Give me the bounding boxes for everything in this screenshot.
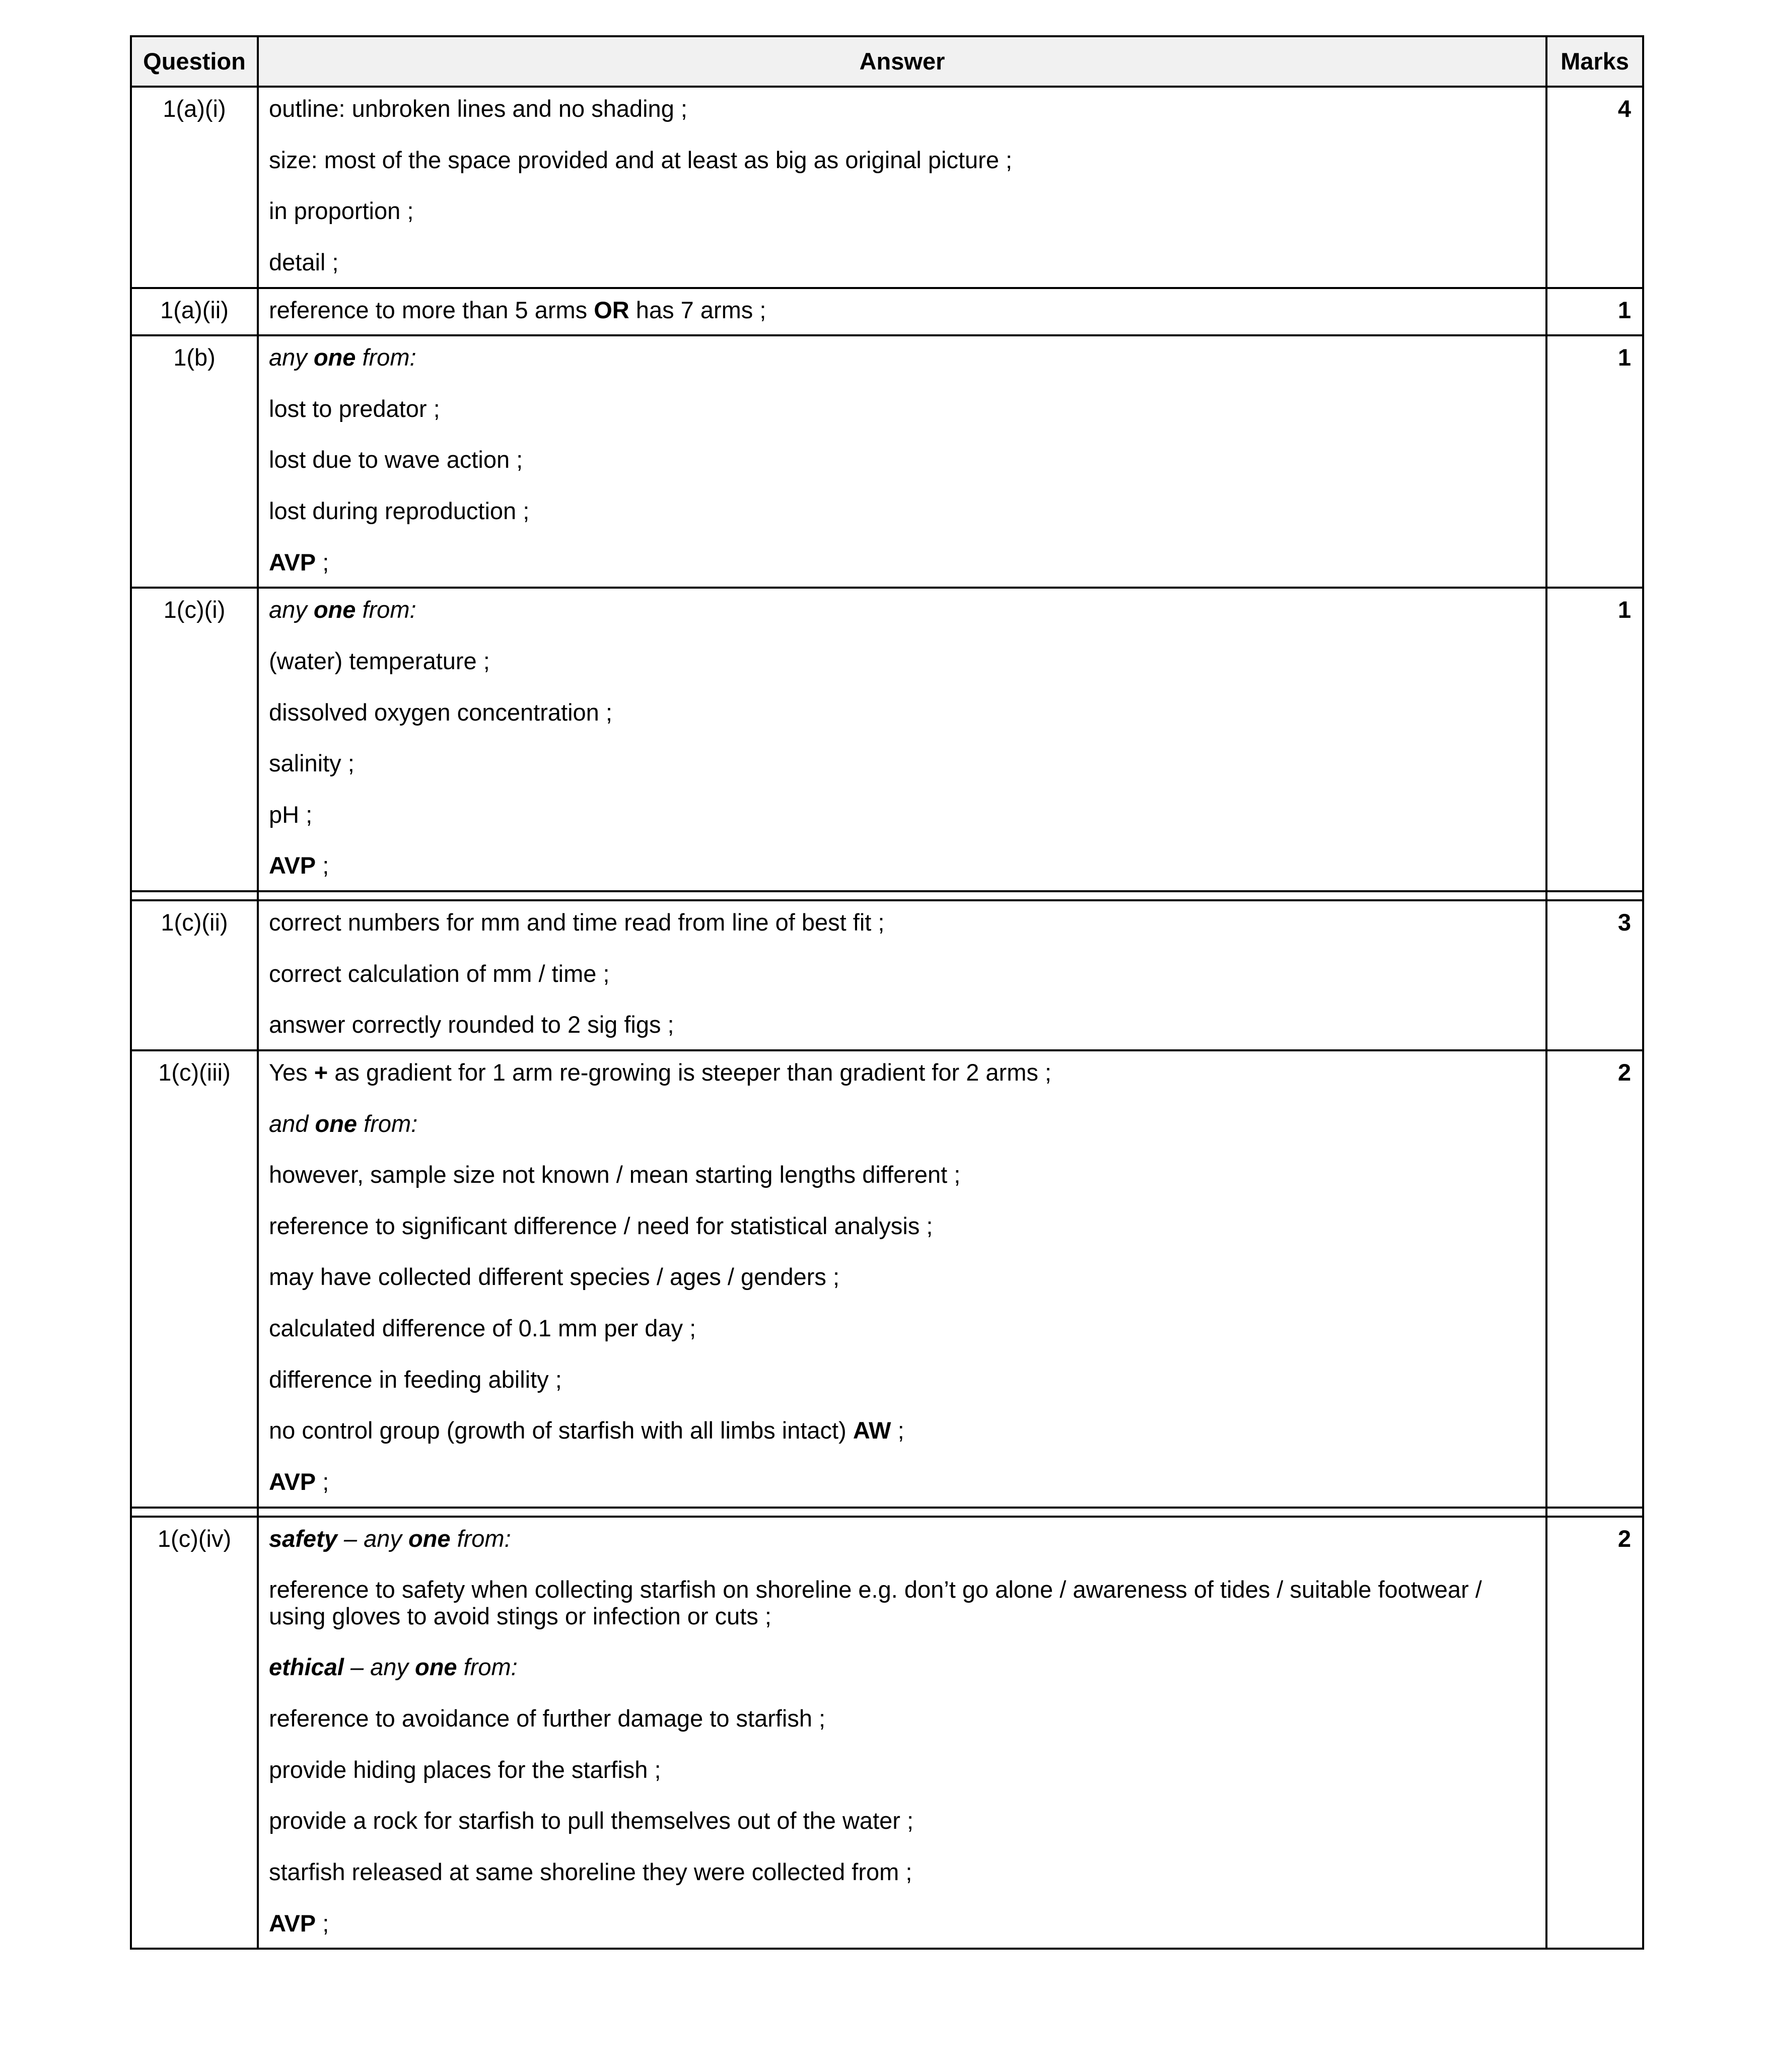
answer-cell [258,335,1546,588]
question-number: 1(a)(ii) [131,288,258,336]
table-row [131,588,1643,891]
table-row [131,1517,1643,1949]
answer-instruction: safety – any one from: [269,1525,511,1552]
answer-line: detail ; [269,248,339,275]
answer-line: AVP ; [269,548,329,576]
answer-line: starfish released at same shoreline they were collected from ; [269,1858,912,1885]
answer-line: (water) temperature ; [269,647,490,674]
answer-line: correct calculation of mm / time ; [269,960,610,987]
answer-cell [258,588,1546,891]
marks-value: 3 [1546,900,1643,1050]
marks-value: 1 [1546,288,1643,336]
answer-line: lost to predator ; [269,395,440,422]
question-number: 1(c)(iii) [131,1050,258,1508]
answer-line: AVP ; [269,1468,329,1495]
question-number: 1(c)(i) [131,588,258,891]
table-header-row [131,36,1643,87]
question-number: 1(c)(ii) [131,900,258,1050]
answer-line: size: most of the space provided and at least as big as original picture ; [269,146,1013,173]
answer-line: lost due to wave action ; [269,446,523,473]
mark-scheme-table [130,35,1644,1950]
answer-instruction: ethical – any one from: [269,1654,518,1681]
answer-line: however, sample size not known / mean starting lengths different ; [269,1161,961,1188]
answer-cell [258,288,1546,336]
answer-line: Yes + as gradient for 1 arm re-growing is steeper than gradient for 2 arms ; [269,1058,1051,1086]
answer-line: in proportion ; [269,197,414,225]
answer-line: dissolved oxygen concentration ; [269,698,612,726]
keyword-or: OR [594,296,629,323]
answer-cell [258,900,1546,1050]
answer-line: provide a rock for starfish to pull themselves out of the water ; [269,1807,914,1834]
header-question: Question [131,36,258,87]
answer-line: lost during reproduction ; [269,497,530,524]
question-number: 1(a)(i) [131,87,258,288]
answer-line: may have collected different species / ages / genders ; [269,1263,840,1291]
header-answer: Answer [258,36,1546,87]
marks-value: 2 [1546,1517,1643,1949]
answer-line: reference to significant difference / need for statistical analysis ; [269,1212,933,1239]
answer-line: answer correctly rounded to 2 sig figs ; [269,1011,674,1038]
marks-value: 2 [1546,1050,1643,1508]
page-break-gap [131,891,1643,900]
question-number: 1(c)(iv) [131,1517,258,1949]
answer-cell [258,1050,1546,1508]
answer-line: calculated difference of 0.1 mm per day ; [269,1315,696,1341]
table-row [131,335,1643,588]
table-row [131,288,1643,336]
answer-line: reference to avoidance of further damage to starfish ; [269,1705,826,1732]
table-row [131,87,1643,288]
answer-line: outline: unbroken lines and no shading ; [269,95,687,122]
answer-line: correct numbers for mm and time read from line of best fit ; [269,909,885,936]
answer-line: AVP ; [269,852,329,879]
answer-line: salinity ; [269,750,355,777]
answer-instruction: any one from: [269,344,416,371]
answer-instruction: and one from: [269,1110,418,1137]
answer-cell [258,87,1546,288]
mark-scheme-sheet [130,35,1644,1950]
answer-line: no control group (growth of starfish with all limbs intact) AW ; [269,1417,904,1444]
answer-instruction: any one from: [269,596,416,623]
marks-value: 1 [1546,588,1643,891]
marks-value: 1 [1546,335,1643,588]
page-break-gap [131,1508,1643,1517]
answer-line: difference in feeding ability ; [269,1366,562,1393]
answer-line: reference to more than 5 arms OR has 7 arms ; [269,296,766,323]
answer-line: AVP ; [269,1909,329,1937]
table-row [131,1050,1643,1508]
question-number: 1(b) [131,335,258,588]
marks-value: 4 [1546,87,1643,288]
table-row [131,900,1643,1050]
answer-cell [258,1517,1546,1949]
answer-line: provide hiding places for the starfish ; [269,1756,661,1783]
answer-line: pH ; [269,801,313,828]
header-marks: Marks [1546,36,1643,87]
answer-line: reference to safety when collecting starfish on shoreline e.g. don’t go alone / awareness of tides / suitable footwear / using gloves to avoid stings or infection or cuts ; [269,1576,1482,1629]
